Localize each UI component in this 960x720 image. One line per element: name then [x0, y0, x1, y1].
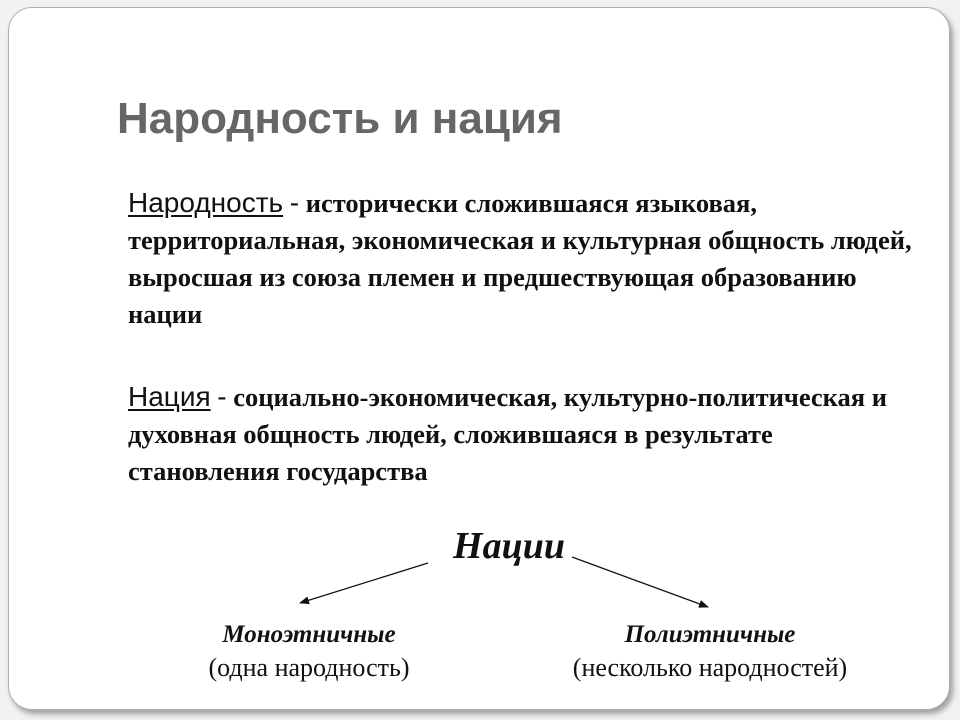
term-narodnost: Народность — [128, 187, 284, 218]
branch-poly-note: (несколько народностей) — [572, 653, 848, 682]
term-natsiya: Нация — [128, 381, 211, 412]
definition-narodnost — [128, 184, 928, 333]
branch-mono — [129, 619, 489, 685]
diagram-heading: Нации — [453, 525, 565, 567]
definition-natsiya — [128, 378, 928, 490]
branch-mono-note: (одна народность) — [208, 653, 410, 682]
definition-narodnost-text: исторически сложившаяся языковая, территориальная, экономическая и культурная общность людей, выросшая из союза племен и предшествующая образованию нации — [128, 188, 912, 329]
slide — [8, 7, 950, 710]
slide-title: Народность и нация — [117, 94, 563, 143]
branch-poly-name: Полиэтничные — [624, 621, 796, 648]
definition-natsiya-text: социально-экономическая, культурно-политическая и духовная общность людей, сложившаяся в результате становления государства — [128, 382, 888, 486]
branch-mono-name: Моноэтничные — [222, 621, 396, 648]
branch-poly — [530, 619, 890, 685]
term-separator: - — [217, 381, 227, 412]
term-separator: - — [289, 187, 300, 218]
